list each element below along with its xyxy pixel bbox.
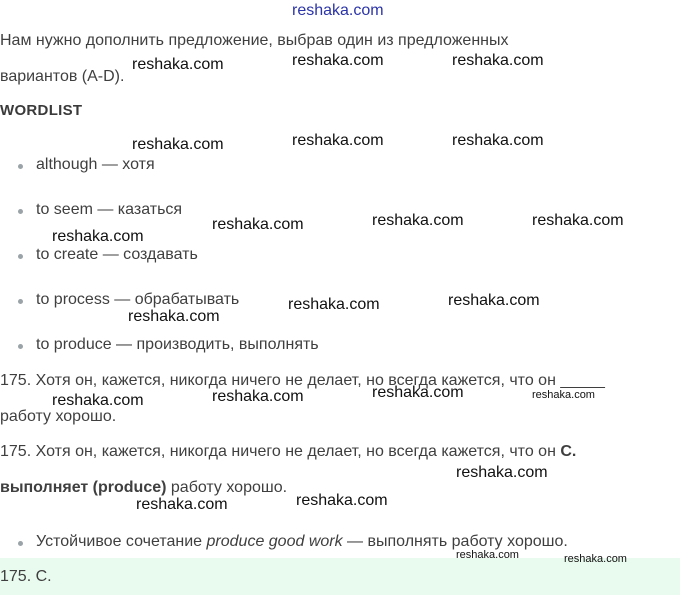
watermark: reshaka.com: [448, 292, 540, 309]
watermark: reshaka.com: [52, 228, 144, 245]
note-phrase: produce good work: [206, 533, 343, 550]
list-item-text: although — хотя: [36, 156, 155, 173]
watermark: reshaka.com: [456, 549, 519, 561]
watermark: reshaka.com: [52, 392, 144, 409]
note-prefix: Устойчивое сочетание: [36, 533, 207, 550]
watermark: reshaka.com: [532, 389, 595, 401]
list-item-text: to produce — производить, выполнять: [36, 336, 319, 353]
wordlist-heading: WORDLIST: [0, 102, 83, 119]
watermark: reshaka.com: [132, 56, 224, 73]
watermark: reshaka.com: [212, 388, 304, 405]
solution-line-2: [0, 478, 287, 498]
task-line-1: 175. Хотя он, кажется, никогда ничего не делает, но всегда кажется, что он _____: [0, 372, 605, 389]
watermark: reshaka.com: [372, 212, 464, 229]
watermark: reshaka.com: [452, 52, 544, 69]
answer-text: 175. C.: [0, 568, 52, 585]
list-item-text: to create — создавать: [36, 246, 198, 263]
note-suffix: — выполнять работу хорошо.: [342, 533, 568, 550]
task-line-2: работу хорошо.: [0, 408, 117, 425]
bullet-icon: [18, 254, 23, 259]
bullet-icon: [18, 344, 23, 349]
watermark: reshaka.com: [296, 492, 388, 509]
watermark: reshaka.com: [452, 132, 544, 149]
bullet-icon: [18, 541, 23, 546]
watermark: reshaka.com: [292, 132, 384, 149]
bullet-icon: [18, 164, 23, 169]
solution-line-1: [0, 442, 576, 462]
watermark: reshaka.com: [128, 308, 220, 325]
solution-text-end: работу хорошо.: [166, 479, 288, 496]
watermark: reshaka.com: [212, 216, 304, 233]
watermark: reshaka.com: [132, 136, 224, 153]
bullet-icon: [18, 299, 23, 304]
bullet-icon: [18, 209, 23, 214]
list-item-text: to seem — казаться: [36, 201, 183, 218]
watermark: reshaka.com: [372, 384, 464, 401]
intro-line-1: Нам нужно дополнить предложение, выбрав один из предложенных: [0, 32, 509, 49]
list-item-text: to process — обрабатывать: [36, 291, 240, 308]
intro-line-2: вариантов (A-D).: [0, 68, 125, 85]
site-watermark: reshaka.com: [292, 2, 384, 19]
watermark: reshaka.com: [288, 296, 380, 313]
watermark: reshaka.com: [456, 464, 548, 481]
watermark: reshaka.com: [564, 553, 627, 565]
solution-answer-letter: C.: [560, 443, 577, 460]
solution-text: 175. Хотя он, кажется, никогда ничего не делает, но всегда кажется, что он: [0, 443, 561, 460]
watermark: reshaka.com: [136, 496, 228, 513]
watermark: reshaka.com: [292, 52, 384, 69]
solution-verb: выполняет (produce): [0, 479, 167, 496]
watermark: reshaka.com: [532, 212, 624, 229]
